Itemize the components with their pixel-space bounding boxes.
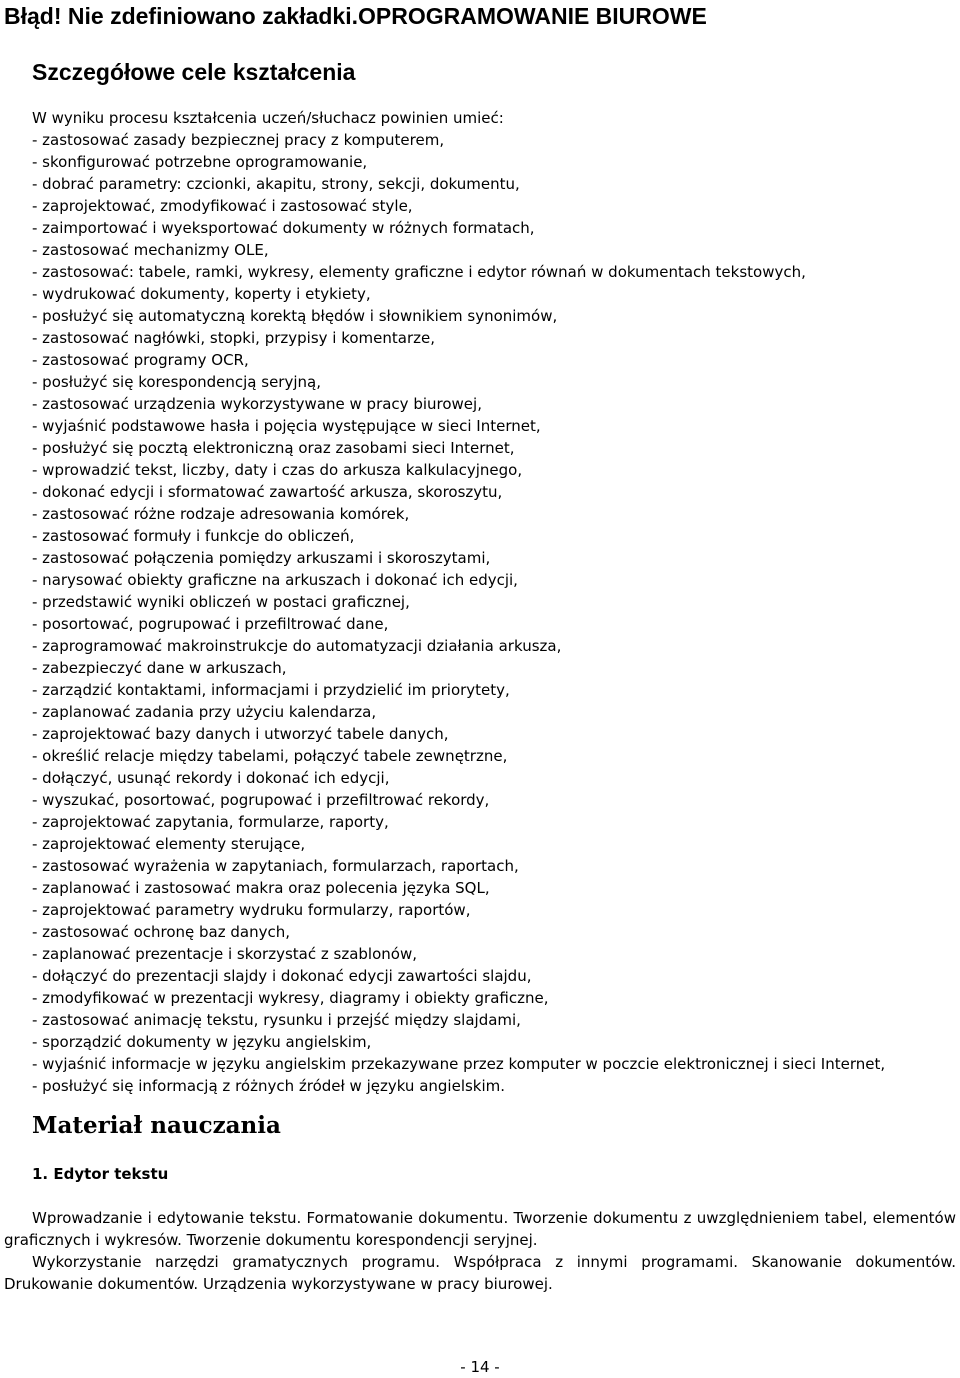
goals-intro: W wyniku procesu kształcenia uczeń/słuchacz powinien umieć: [32, 109, 504, 127]
material-title: Materiał nauczania [32, 1112, 281, 1139]
goal-item: - posłużyć się automatyczną korektą błędów i słownikiem synonimów, [32, 307, 558, 325]
goal-item: - zaplanować i zastosować makra oraz polecenia języka SQL, [32, 879, 490, 897]
goal-item: - sporządzić dokumenty w języku angielskim, [32, 1033, 372, 1051]
goal-item: - zastosować różne rodzaje adresowania komórek, [32, 505, 410, 523]
goal-item: - zastosować mechanizmy OLE, [32, 241, 269, 259]
goal-item: - zastosować nagłówki, stopki, przypisy i komentarze, [32, 329, 436, 347]
goal-item: - zaimportować i wyeksportować dokumenty w różnych formatach, [32, 219, 535, 237]
goal-item: - posortować, pogrupować i przefiltrować dane, [32, 615, 389, 633]
goal-item: - wprowadzić tekst, liczby, daty i czas do arkusza kalkulacyjnego, [32, 461, 523, 479]
goal-item: - dołączyć do prezentacji slajdy i dokonać edycji zawartości slajdu, [32, 967, 532, 985]
material-paragraph: Wprowadzanie i edytowanie tekstu. Formatowanie dokumentu. Tworzenie dokumentu z uwzględnieniem tabel, elementów graficznych i wykresów. Tworzenie dokumentu korespondencji seryjnej. [4, 1209, 956, 1249]
goals-list [32, 107, 952, 1097]
goal-item: - skonfigurować potrzebne oprogramowanie, [32, 153, 368, 171]
goal-item: - zastosować urządzenia wykorzystywane w pracy biurowej, [32, 395, 482, 413]
goal-item: - narysować obiekty graficzne na arkuszach i dokonać ich edycji, [32, 571, 518, 589]
goal-item: - wyjaśnić podstawowe hasła i pojęcia występujące w sieci Internet, [32, 417, 541, 435]
goal-item: - zaprojektować, zmodyfikować i zastosować style, [32, 197, 413, 215]
subsection-title: 1. Edytor tekstu [32, 1165, 169, 1183]
goal-item: - wyjaśnić informacje w języku angielskim przekazywane przez komputer w poczcie elektronicznej i sieci Internet, [32, 1055, 886, 1073]
goal-item: - posłużyć się korespondencją seryjną, [32, 373, 321, 391]
goal-item: - dokonać edycji i sformatować zawartość arkusza, skoroszytu, [32, 483, 503, 501]
goal-item: - zastosować ochronę baz danych, [32, 923, 291, 941]
page-header [4, 1, 707, 31]
goal-item: - zaprojektować elementy sterujące, [32, 835, 306, 853]
goal-item: - dobrać parametry: czcionki, akapitu, strony, sekcji, dokumentu, [32, 175, 520, 193]
bookmark-error-text: Błąd! Nie zdefiniowano zakładki. [4, 3, 359, 29]
goal-item: - zarządzić kontaktami, informacjami i przydzielić im priorytety, [32, 681, 510, 699]
goal-item: - zastosować połączenia pomiędzy arkuszami i skoroszytami, [32, 549, 491, 567]
page-number: - 14 - [460, 1358, 500, 1376]
section-title: Szczegółowe cele kształcenia [32, 59, 356, 85]
goal-item: - zastosować programy OCR, [32, 351, 249, 369]
goal-item: - określić relacje między tabelami, połączyć tabele zewnętrzne, [32, 747, 508, 765]
goal-item: - zaplanować zadania przy użyciu kalendarza, [32, 703, 377, 721]
goal-item: - dołączyć, usunąć rekordy i dokonać ich edycji, [32, 769, 390, 787]
material-paragraph: Wykorzystanie narzędzi gramatycznych programu. Współpraca z innymi programami. Skanowanie dokumentów. Drukowanie dokumentów. Urządzenia wykorzystywane w pracy biurowej. [4, 1253, 956, 1293]
goal-item: - zastosować: tabele, ramki, wykresy, elementy graficzne i edytor równań w dokumentach tekstowych, [32, 263, 806, 281]
goal-item: - zastosować animację tekstu, rysunku i przejść między slajdami, [32, 1011, 521, 1029]
goal-item: - zaprogramować makroinstrukcje do automatyzacji działania arkusza, [32, 637, 562, 655]
goal-item: - zmodyfikować w prezentacji wykresy, diagramy i obiekty graficzne, [32, 989, 549, 1007]
goal-item: - posłużyć się pocztą elektroniczną oraz zasobami sieci Internet, [32, 439, 515, 457]
goal-item: - wydrukować dokumenty, koperty i etykiety, [32, 285, 371, 303]
goal-item: - wyszukać, posortować, pogrupować i przefiltrować rekordy, [32, 791, 490, 809]
goal-item: - zaprojektować zapytania, formularze, raporty, [32, 813, 389, 831]
goal-item: - zaprojektować bazy danych i utworzyć tabele danych, [32, 725, 449, 743]
goal-item: - zastosować zasady bezpiecznej pracy z komputerem, [32, 131, 445, 149]
document-title: OPROGRAMOWANIE BIUROWE [358, 3, 707, 29]
goal-item: - zaprojektować parametry wydruku formularzy, raportów, [32, 901, 471, 919]
goal-item: - zaplanować prezentacje i skorzystać z szablonów, [32, 945, 417, 963]
goal-item: - zastosować formuły i funkcje do obliczeń, [32, 527, 355, 545]
goal-item: - posłużyć się informacją z różnych źródeł w języku angielskim. [32, 1077, 506, 1095]
goal-item: - zabezpieczyć dane w arkuszach, [32, 659, 287, 677]
goal-item: - przedstawić wyniki obliczeń w postaci graficznej, [32, 593, 410, 611]
goal-item: - zastosować wyrażenia w zapytaniach, formularzach, raportach, [32, 857, 519, 875]
